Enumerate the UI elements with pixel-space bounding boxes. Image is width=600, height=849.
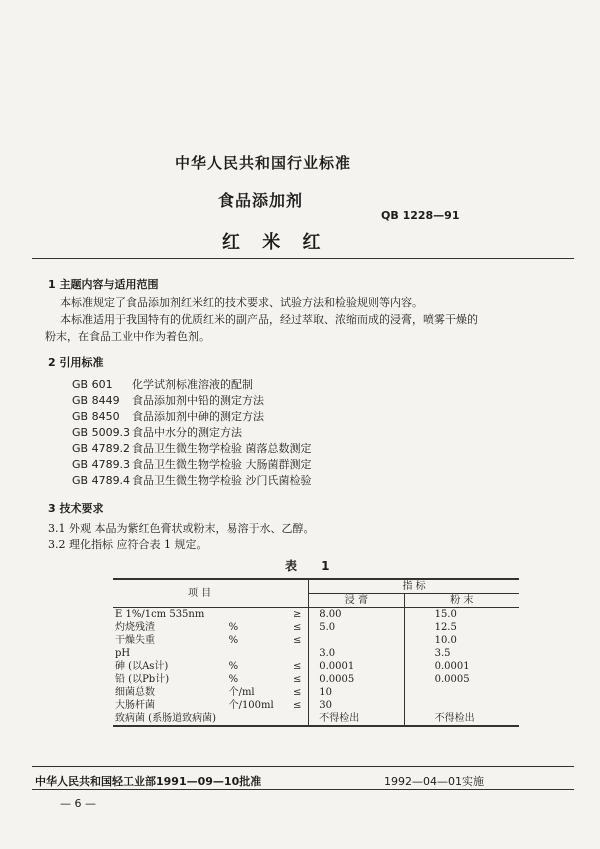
table-row: 砷 (以As计) % ≤ 0.0001 0.0001 bbox=[115, 661, 470, 672]
footer-bottom-rule bbox=[32, 789, 574, 790]
table-row: 大肠杆菌 个/100ml ≤ 30 bbox=[113, 699, 519, 712]
ref-item: GB 8450 食品添加剂中砷的测定方法 bbox=[72, 410, 264, 423]
table-row: 干燥失重 % ≤ 10.0 bbox=[115, 635, 457, 646]
standard-code: QB 1228—91 bbox=[381, 209, 460, 222]
ref-item: GB 8449 食品添加剂中铅的测定方法 bbox=[72, 394, 264, 407]
table-row: 细菌总数 个/ml ≤ 10 bbox=[113, 686, 519, 699]
section1-paragraph2-line2: 粉末，在食品工业中作为着色剂。 bbox=[45, 330, 210, 343]
section3-1-text: 3.1 外观 本品为紫红色膏状或粉末，易溶于水、乙醇。 bbox=[48, 522, 315, 535]
table-header-index: 指 标 bbox=[309, 579, 519, 594]
header-rule bbox=[32, 258, 574, 259]
ref-item: GB 601 化学试剂标准溶液的配制 bbox=[72, 378, 253, 391]
table-header-powder: 粉 末 bbox=[404, 594, 519, 608]
table-row: 铅 (以Pb计) % ≤ 0.0005 0.0005 bbox=[115, 674, 470, 685]
table-header-paste: 浸 膏 bbox=[309, 594, 404, 608]
section3-2-text: 3.2 理化指标 应符合表 1 规定。 bbox=[48, 538, 208, 551]
section3-heading: 3 技术要求 bbox=[48, 502, 104, 515]
ref-item: GB 5009.3 食品中水分的测定方法 bbox=[72, 426, 242, 439]
table1-caption: 表 1 bbox=[285, 559, 340, 573]
document-subtitle: 红 米 红 bbox=[222, 232, 329, 253]
standard-header: 中华人民共和国行业标准 bbox=[175, 154, 352, 172]
approval-statement: 中华人民共和国轻工业部1991—09—10批准 bbox=[35, 775, 262, 788]
section1-paragraph1: 本标准规定了食品添加剂红米红的技术要求、试验方法和检验规则等内容。 bbox=[60, 296, 423, 309]
table1 bbox=[113, 578, 519, 727]
table-row: pH 3.0 3.5 bbox=[115, 648, 451, 659]
ref-item: GB 4789.2 食品卫生微生物学检验 菌落总数测定 bbox=[72, 442, 312, 455]
section2-heading: 2 引用标准 bbox=[48, 356, 104, 369]
table-header-item: 项 目 bbox=[113, 579, 286, 608]
table-row: 灼烧残渣 % ≤ 5.0 12.5 bbox=[115, 622, 457, 633]
table-row: 致病菌 (系肠道致病菌) 不得检出 不得检出 bbox=[113, 712, 519, 726]
footer-rule bbox=[32, 766, 574, 767]
ref-item: GB 4789.3 食品卫生微生物学检验 大肠菌群测定 bbox=[72, 458, 312, 471]
ref-item: GB 4789.4 食品卫生微生物学检验 沙门氏菌检验 bbox=[72, 474, 312, 487]
page-number: — 6 — bbox=[60, 797, 96, 810]
table-row: E 1%/1cm 535nm ≥ 8.00 15.0 bbox=[115, 609, 457, 620]
section1-paragraph2-line1: 本标准适用于我国特有的优质红米的副产品，经过萃取、浓缩而成的浸膏，喷雾干燥的 bbox=[60, 313, 478, 326]
section1-heading: 1 主题内容与适用范围 bbox=[48, 278, 159, 291]
document-title: 食品添加剂 bbox=[218, 191, 304, 210]
implementation-date: 1992—04—01实施 bbox=[384, 775, 484, 788]
